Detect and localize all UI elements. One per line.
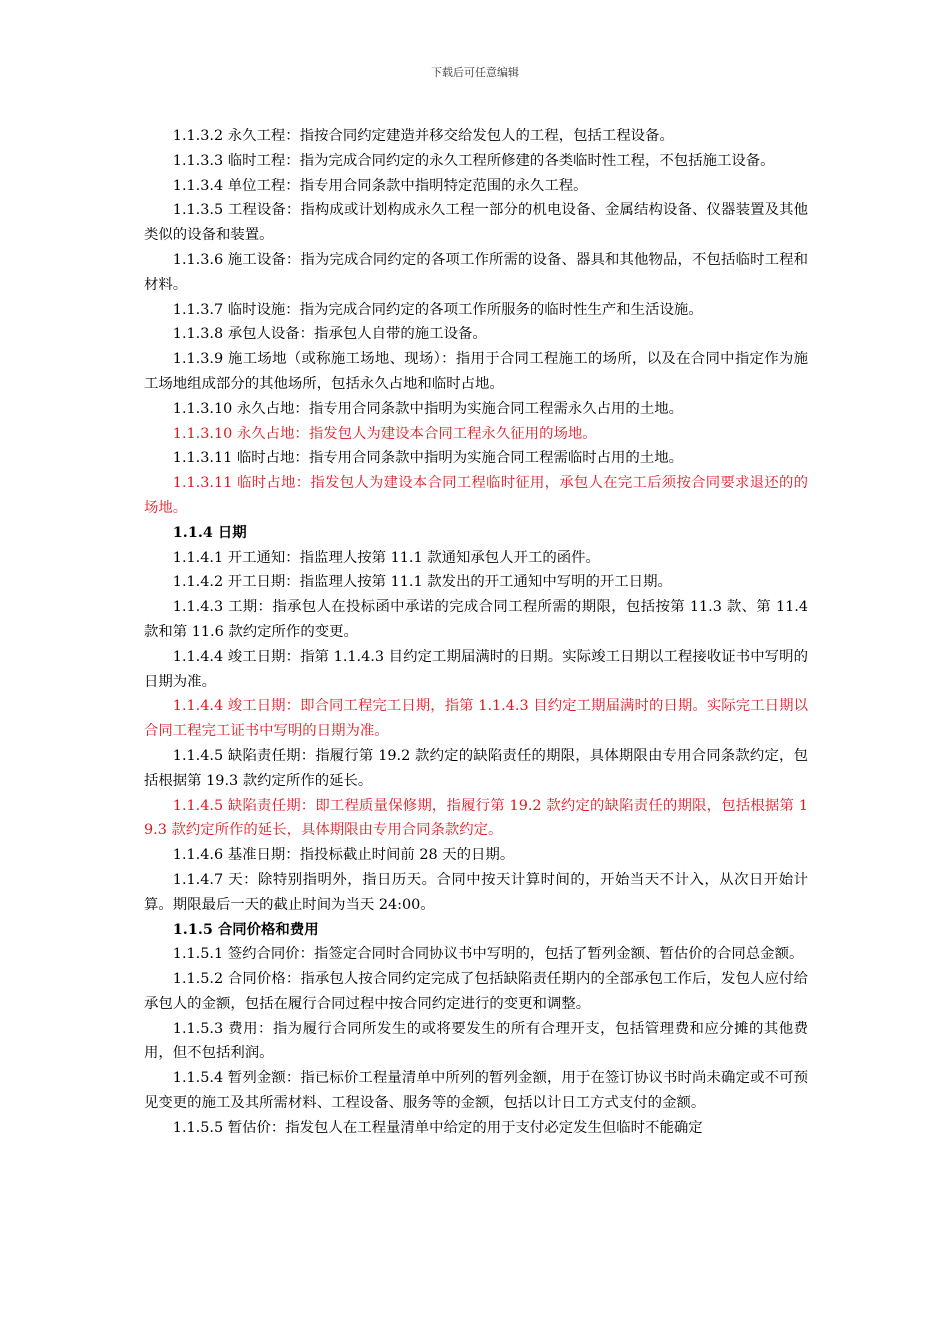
clause-paragraph: 1.1.3.6 施工设备：指为完成合同约定的各项工作所需的设备、器具和其他物品，不包括临时工程和材料。 xyxy=(144,251,808,293)
clause-paragraph: 1.1.5.3 费用：指为履行合同所发生的或将要发生的所有合理开支，包括管理费和应分摊的其他费用，但不包括利润。 xyxy=(144,1020,808,1062)
clause-paragraph: 1.1.3.5 工程设备：指构成或计划构成永久工程一部分的机电设备、金属结构设备、仪器装置及其他类似的设备和装置。 xyxy=(144,202,808,244)
clause-paragraph: 1.1.5.1 签约合同价：指签定合同时合同协议书中写明的，包括了暂列金额、暂估价的合同总金额。 xyxy=(172,946,804,963)
clause-paragraph: 1.1.5.2 合同价格：指承包人按合同约定完成了包括缺陷责任期内的全部承包工作后，发包人应付给承包人的金额，包括在履行合同过程中按合同约定进行的变更和调整。 xyxy=(144,971,808,1012)
revised-clause: 1.1.4.5 缺陷责任期：即工程质量保修期，指履行第 19.2 款约定的缺陷责任的期限，包括根据第 19.3 款约定所作的延长，具体期限由专用合同条款约定。 xyxy=(144,797,808,839)
clause-paragraph: 1.1.4.5 缺陷责任期：指履行第 19.2 款约定的缺陷责任的期限，具体期限由专用合同条款约定，包括根据第 19.3 款约定所作的延长。 xyxy=(144,747,808,789)
clause-paragraph: 1.1.3.11 临时占地：指专用合同条款中指明为实施合同工程需临时占用的土地。 xyxy=(172,450,683,467)
clause-paragraph: 1.1.3.7 临时设施：指为完成合同约定的各项工作所服务的临时性生产和生活设施。 xyxy=(172,301,703,318)
clause-paragraph: 1.1.4.2 开工日期：指监理人按第 11.1 款发出的开工通知中写明的开工日期。 xyxy=(172,574,672,591)
clause-paragraph: 1.1.3.2 永久工程：指按合同约定建造并移交给发包人的工程，包括工程设备。 xyxy=(172,128,674,144)
clause-paragraph: 1.1.4.6 基准日期：指投标截止时间前 28 天的日期。 xyxy=(172,847,515,864)
revised-clause: 1.1.3.11 临时占地：指发包人为建设本合同工程临时征用，承包人在完工后须按合同要求退还的的场地。 xyxy=(144,475,808,516)
clause-paragraph: 1.1.4.7 天：除特别指明外，指日历天。合同中按天计算时间的，开始当天不计入，从次日开始计算。期限最后一天的截止时间为当天 24:00。 xyxy=(144,871,808,913)
clause-paragraph: 1.1.4.3 工期：指承包人在投标函中承诺的完成合同工程所需的期限，包括按第 11.3 款、第 11.4 款和第 11.6 款约定所作的变更。 xyxy=(144,599,808,640)
section-heading: 1.1.4 日期 xyxy=(172,523,247,541)
revised-clause: 1.1.3.10 永久占地：指发包人为建设本合同工程永久征用的场地。 xyxy=(172,425,597,442)
clause-paragraph: 1.1.4.4 竣工日期：指第 1.1.4.3 目约定工期届满时的日期。实际竣工日期以工程接收证书中写明的日期为准。 xyxy=(144,648,808,690)
section-heading: 1.1.5 合同价格和费用 xyxy=(172,920,319,938)
document-body xyxy=(144,124,808,1141)
download-note: 下载后可任意编辑 xyxy=(431,66,519,79)
clause-paragraph: 1.1.3.9 施工场地（或称施工场地、现场）：指用于合同工程施工的场所，以及在合同中指定作为施工场地组成部分的其他场所，包括永久占地和临时占地。 xyxy=(144,351,808,392)
clause-paragraph: 1.1.3.10 永久占地：指专用合同条款中指明为实施合同工程需永久占用的土地。 xyxy=(172,400,683,417)
revised-clause: 1.1.4.4 竣工日期：即合同工程完工日期，指第 1.1.4.3 目约定工期届满时的日期。实际完工日期以合同工程完工证书中写明的日期为准。 xyxy=(144,698,808,740)
clause-paragraph: 1.1.3.4 单位工程：指专用合同条款中指明特定范围的永久工程。 xyxy=(172,177,588,194)
clause-paragraph: 1.1.4.1 开工通知：指监理人按第 11.1 款通知承包人开工的函件。 xyxy=(172,549,600,566)
clause-paragraph: 1.1.5.5 暂估价：指发包人在工程量清单中给定的用于支付必定发生但临时不能确定 xyxy=(172,1119,703,1136)
clause-paragraph: 1.1.3.8 承包人设备：指承包人自带的施工设备。 xyxy=(172,326,487,343)
clause-paragraph: 1.1.3.3 临时工程：指为完成合同约定的永久工程所修建的各类临时性工程，不包括施工设备。 xyxy=(172,152,775,169)
clause-paragraph: 1.1.5.4 暂列金额：指已标价工程量清单中所列的暂列金额，用于在签订协议书时尚未确定或不可预见变更的施工及其所需材料、工程设备、服务等的金额，包括以计日工方式支付的金额。 xyxy=(144,1070,808,1112)
